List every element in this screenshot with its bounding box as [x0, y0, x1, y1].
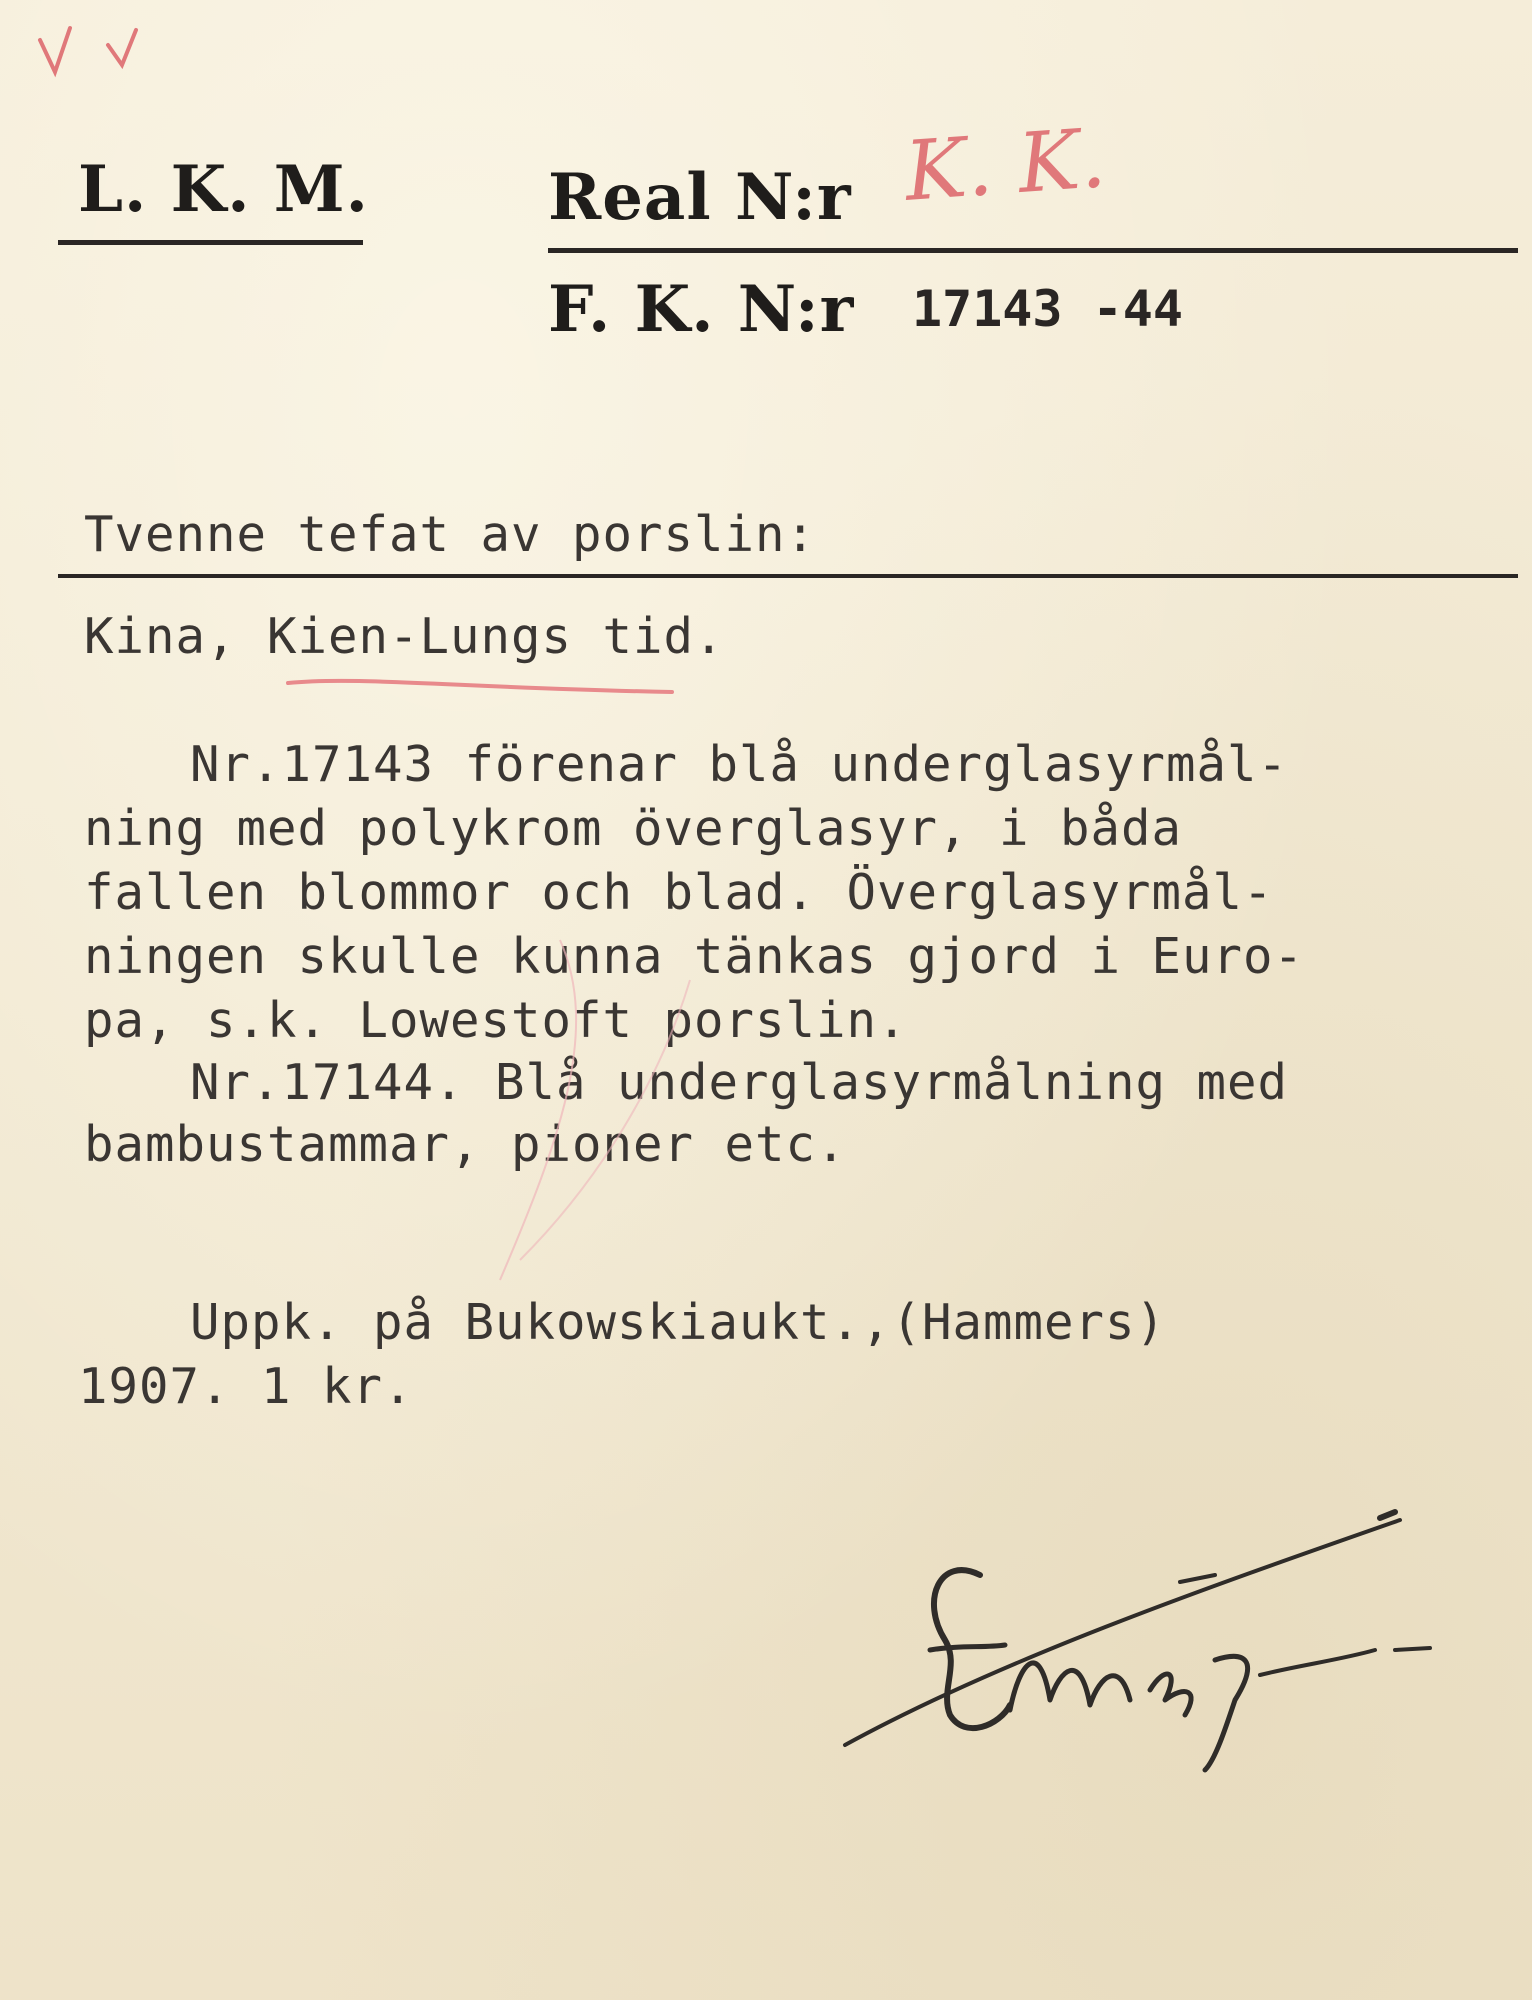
description-line-1: Nr.17143 förenar blå underglasyrmål- [190, 736, 1289, 793]
lkm-label: L. K. M. [78, 152, 369, 227]
description-line-2: ning med polykrom överglasyr, i båda [84, 800, 1183, 857]
fk-nr-value: 17143 -44 [912, 280, 1183, 338]
description-line-5: pa, s.k. Lowestoft porslin. [84, 992, 908, 1049]
origin-line: Kina, Kien-Lungs tid. [84, 608, 725, 665]
card-title: Tvenne tefat av porslin: [84, 506, 817, 563]
acquisition-line-2: 1907. 1 kr. [78, 1358, 414, 1415]
description-line-3: fallen blommor och blad. Överglasyrmål- [84, 864, 1274, 921]
real-nr-annotation: K. K. [901, 111, 1109, 220]
description-line-7: bambustammar, pioner etc. [84, 1116, 847, 1173]
description-line-6: Nr.17144. Blå underglasyrmålning med [190, 1054, 1289, 1111]
description-line-4: ningen skulle kunna tänkas gjord i Euro- [84, 928, 1305, 985]
acquisition-line-1: Uppk. på Bukowskiaukt.,(Hammers) [190, 1294, 1167, 1351]
fk-nr-label: F. K. N:r [548, 272, 855, 347]
real-nr-label: Real N:r [548, 160, 852, 235]
